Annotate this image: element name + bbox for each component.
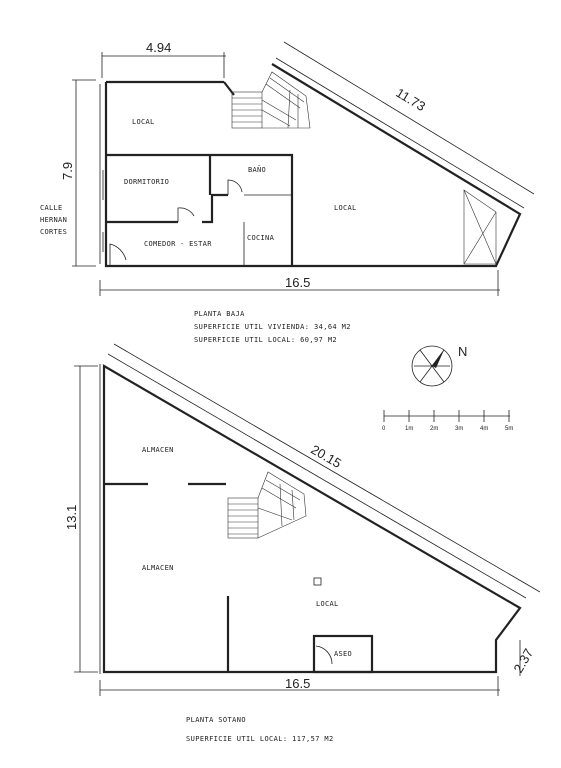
scale-bar [382, 410, 513, 432]
pb-room-comedor: COMEDOR - ESTAR [144, 240, 212, 248]
planta-sotano-plan [64, 344, 540, 743]
pb-caption-line2: SUPERFICIE UTIL LOCAL: 60,97 M2 [194, 336, 338, 344]
pb-caption-line1: SUPERFICIE UTIL VIVIENDA: 34,64 M2 [194, 323, 351, 331]
ps-dim-diagonal: 20.15 [308, 441, 345, 471]
street-label-2: HERNAN [40, 216, 68, 224]
ps-dimension-lines [74, 344, 540, 696]
ps-room-almacen-mid: ALMACEN [142, 564, 174, 572]
pb-dim-diagonal: 11.73 [393, 84, 429, 115]
pb-dim-bottom: 16.5 [285, 275, 311, 290]
pb-room-dormitorio: DORMITORIO [124, 178, 170, 186]
pb-corner-feature [464, 190, 496, 264]
pb-dim-left: 7.9 [60, 161, 75, 180]
pb-room-cocina: COCINA [247, 234, 275, 242]
north-label: N [458, 344, 468, 359]
pb-room-local-top: LOCAL [132, 118, 155, 126]
scale-tick-1: 1m [405, 426, 414, 432]
pb-door-entrance [110, 244, 126, 266]
ps-room-almacen-top: ALMACEN [142, 446, 174, 454]
pb-outer-wall [106, 64, 520, 266]
street-label-1: CALLE [40, 204, 63, 212]
ps-dim-left: 13.1 [64, 504, 79, 530]
ps-stairs [228, 472, 306, 538]
scale-tick-4: 4m [480, 426, 489, 432]
pb-dimension-lines [72, 42, 534, 296]
ps-room-aseo: ASEO [334, 650, 353, 658]
pb-door-dorm [178, 208, 194, 222]
ps-room-local: LOCAL [316, 600, 339, 608]
scale-tick-2: 2m [430, 426, 439, 432]
scale-tick-3: 3m [455, 426, 464, 432]
pb-room-bano: BAÑO [248, 166, 267, 174]
ps-partitions [104, 484, 228, 672]
north-arrow-icon [412, 344, 467, 386]
ps-dim-right: 2.37 [510, 645, 537, 676]
planta-baja-plan [40, 40, 534, 344]
pb-dim-top: 4.94 [146, 40, 172, 55]
pb-room-local-right: LOCAL [334, 204, 357, 212]
ps-caption-title: PLANTA SOTANO [186, 716, 246, 724]
pb-door-bano [228, 180, 242, 195]
pb-caption-title: PLANTA BAJA [194, 310, 245, 318]
ps-column-marker [314, 578, 321, 585]
ps-dim-bottom: 16.5 [285, 676, 311, 691]
ps-caption-line1: SUPERFICIE UTIL LOCAL: 117,57 M2 [186, 735, 334, 743]
scale-tick-5: 5m [505, 426, 514, 432]
scale-tick-0: 0 [382, 426, 386, 432]
ps-aseo-door [316, 646, 332, 664]
street-label-3: CORTES [40, 228, 68, 236]
ps-outer-wall [104, 366, 520, 672]
